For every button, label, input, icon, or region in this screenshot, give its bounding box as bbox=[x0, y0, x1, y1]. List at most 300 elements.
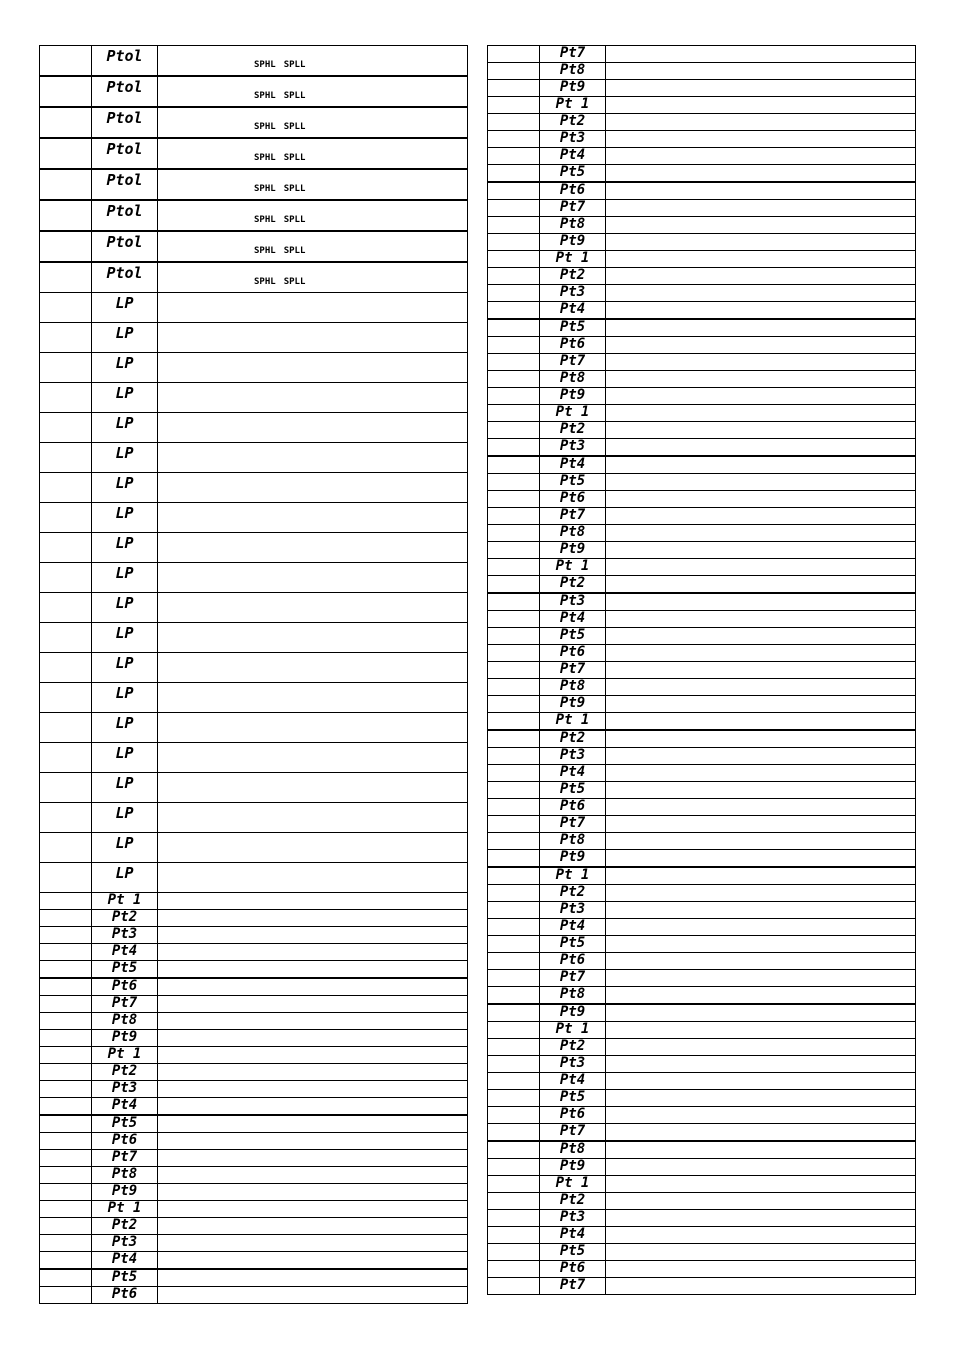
code-cell bbox=[540, 1004, 606, 1022]
description-cell bbox=[606, 816, 916, 833]
description-cell bbox=[606, 1022, 916, 1039]
pt-row bbox=[488, 371, 916, 388]
code-cell bbox=[92, 944, 158, 961]
code-cell bbox=[540, 63, 606, 80]
blank-cell bbox=[488, 131, 540, 148]
description-cell bbox=[606, 628, 916, 645]
pt-row bbox=[488, 1176, 916, 1193]
description-cell bbox=[158, 623, 468, 653]
code-label: Pt7 bbox=[559, 353, 586, 369]
code-label: Pt9 bbox=[559, 1004, 586, 1020]
code-label: LP bbox=[115, 474, 134, 492]
blank-cell bbox=[488, 285, 540, 302]
blank-cell bbox=[40, 231, 92, 262]
code-cell bbox=[540, 1073, 606, 1090]
left-parameter-table bbox=[39, 45, 468, 1304]
code-cell bbox=[540, 491, 606, 508]
code-label: Pt4 bbox=[559, 610, 586, 626]
blank-cell bbox=[40, 623, 92, 653]
code-label: Pt7 bbox=[111, 1149, 138, 1165]
description-cell bbox=[158, 1252, 468, 1270]
description-cell bbox=[158, 231, 468, 262]
blank-cell bbox=[488, 114, 540, 131]
code-label: LP bbox=[115, 654, 134, 672]
blank-cell bbox=[40, 683, 92, 713]
code-label: LP bbox=[115, 294, 134, 312]
blank-cell bbox=[488, 867, 540, 885]
description-cell bbox=[606, 765, 916, 782]
pt-row bbox=[40, 1030, 468, 1047]
range-spec bbox=[158, 263, 467, 287]
blank-cell bbox=[488, 439, 540, 457]
description-cell bbox=[158, 653, 468, 683]
blank-cell bbox=[488, 782, 540, 799]
code-label: Pt7 bbox=[559, 1123, 586, 1139]
code-label: LP bbox=[115, 354, 134, 372]
spec-high-limit: SPHL bbox=[254, 277, 276, 287]
blank-cell bbox=[40, 833, 92, 863]
description-cell bbox=[606, 80, 916, 97]
code-label: Pt3 bbox=[111, 1234, 138, 1250]
lp-row bbox=[40, 323, 468, 353]
lp-row bbox=[40, 833, 468, 863]
code-cell bbox=[540, 628, 606, 645]
blank-cell bbox=[40, 1218, 92, 1235]
blank-cell bbox=[40, 1064, 92, 1081]
description-cell bbox=[158, 1287, 468, 1304]
pt-row bbox=[40, 893, 468, 910]
blank-cell bbox=[40, 1269, 92, 1287]
pt-row bbox=[488, 46, 916, 63]
blank-cell bbox=[40, 413, 92, 443]
pt-row bbox=[488, 696, 916, 713]
pt-row bbox=[488, 1039, 916, 1056]
pt-row bbox=[488, 319, 916, 337]
code-label: Pt9 bbox=[559, 233, 586, 249]
lp-row bbox=[40, 293, 468, 323]
blank-cell bbox=[488, 1193, 540, 1210]
code-cell bbox=[92, 46, 158, 77]
blank-cell bbox=[488, 148, 540, 165]
pt-row bbox=[488, 63, 916, 80]
spec-high-limit: SPHL bbox=[254, 153, 276, 163]
code-cell bbox=[540, 46, 606, 63]
description-cell bbox=[158, 1064, 468, 1081]
spec-low-limit: SPLL bbox=[283, 246, 306, 256]
lp-row bbox=[40, 803, 468, 833]
code-label: LP bbox=[115, 834, 134, 852]
description-cell bbox=[158, 76, 468, 107]
pt-row bbox=[488, 1193, 916, 1210]
blank-cell bbox=[40, 1201, 92, 1218]
pt-row bbox=[488, 251, 916, 268]
code-label: Pt 1 bbox=[555, 250, 590, 266]
code-label: Pt3 bbox=[111, 926, 138, 942]
blank-cell bbox=[488, 97, 540, 114]
blank-cell bbox=[488, 713, 540, 731]
lp-row bbox=[40, 713, 468, 743]
code-cell bbox=[92, 1184, 158, 1201]
description-cell bbox=[606, 1090, 916, 1107]
code-cell bbox=[92, 713, 158, 743]
code-label: Pt8 bbox=[559, 986, 586, 1002]
code-label: LP bbox=[115, 444, 134, 462]
description-cell bbox=[158, 1115, 468, 1133]
code-cell bbox=[540, 748, 606, 765]
pt-row bbox=[488, 885, 916, 902]
code-label: Pt4 bbox=[559, 456, 586, 472]
description-cell bbox=[606, 302, 916, 320]
code-cell bbox=[540, 902, 606, 919]
code-cell bbox=[540, 439, 606, 457]
code-label: Pt6 bbox=[111, 1286, 138, 1302]
pt-row bbox=[488, 576, 916, 594]
pt-row bbox=[488, 405, 916, 422]
pt-row bbox=[40, 1047, 468, 1064]
code-label: Pt8 bbox=[559, 832, 586, 848]
pt-row bbox=[488, 1227, 916, 1244]
pt-row bbox=[488, 1022, 916, 1039]
code-label: Pt4 bbox=[559, 918, 586, 934]
description-cell bbox=[158, 683, 468, 713]
code-cell bbox=[92, 863, 158, 893]
lp-row bbox=[40, 743, 468, 773]
code-cell bbox=[92, 443, 158, 473]
description-cell bbox=[606, 885, 916, 902]
code-cell bbox=[92, 1252, 158, 1270]
code-cell bbox=[540, 833, 606, 850]
pt-row bbox=[488, 97, 916, 114]
spec-high-limit: SPHL bbox=[254, 122, 276, 132]
blank-cell bbox=[488, 491, 540, 508]
code-label: Pt5 bbox=[111, 1115, 138, 1131]
description-cell bbox=[158, 961, 468, 979]
code-cell bbox=[92, 743, 158, 773]
code-label: Ptol bbox=[106, 109, 143, 127]
code-cell bbox=[540, 799, 606, 816]
description-cell bbox=[606, 936, 916, 953]
blank-cell bbox=[488, 1261, 540, 1278]
description-cell bbox=[158, 262, 468, 293]
blank-cell bbox=[40, 1098, 92, 1116]
pt-row bbox=[40, 1167, 468, 1184]
code-cell bbox=[540, 1039, 606, 1056]
code-label: Pt2 bbox=[559, 575, 586, 591]
range-spec bbox=[158, 108, 467, 132]
description-cell bbox=[606, 782, 916, 799]
code-label: Pt4 bbox=[559, 1072, 586, 1088]
code-label: Pt2 bbox=[559, 1192, 586, 1208]
code-label: Pt5 bbox=[559, 1089, 586, 1105]
code-label: Pt7 bbox=[559, 969, 586, 985]
description-cell bbox=[158, 803, 468, 833]
code-label: Ptol bbox=[106, 78, 143, 96]
code-cell bbox=[92, 1150, 158, 1167]
description-cell bbox=[606, 1159, 916, 1176]
code-cell bbox=[540, 302, 606, 320]
code-cell bbox=[540, 1193, 606, 1210]
code-label: LP bbox=[115, 864, 134, 882]
code-label: Pt3 bbox=[559, 284, 586, 300]
code-cell bbox=[92, 961, 158, 979]
code-label: Ptol bbox=[106, 140, 143, 158]
blank-cell bbox=[488, 748, 540, 765]
code-cell bbox=[540, 765, 606, 782]
lp-row bbox=[40, 383, 468, 413]
description-cell bbox=[158, 1098, 468, 1116]
code-cell bbox=[92, 1167, 158, 1184]
code-label: Pt2 bbox=[111, 1217, 138, 1233]
description-cell bbox=[606, 439, 916, 457]
code-label: LP bbox=[115, 714, 134, 732]
description-cell bbox=[158, 533, 468, 563]
blank-cell bbox=[40, 944, 92, 961]
pt-row bbox=[40, 1218, 468, 1235]
code-label: Pt3 bbox=[559, 747, 586, 763]
code-label: Pt6 bbox=[559, 490, 586, 506]
code-cell bbox=[540, 97, 606, 114]
pt-row bbox=[488, 1073, 916, 1090]
description-cell bbox=[606, 850, 916, 868]
pt-row bbox=[488, 1056, 916, 1073]
lp-row bbox=[40, 353, 468, 383]
blank-cell bbox=[40, 1133, 92, 1150]
code-label: Pt8 bbox=[559, 62, 586, 78]
code-cell bbox=[92, 563, 158, 593]
description-cell bbox=[158, 1150, 468, 1167]
code-label: LP bbox=[115, 624, 134, 642]
code-cell bbox=[92, 978, 158, 996]
blank-cell bbox=[488, 1022, 540, 1039]
lp-row bbox=[40, 593, 468, 623]
code-cell bbox=[92, 1047, 158, 1064]
code-cell bbox=[92, 1235, 158, 1252]
blank-cell bbox=[488, 1056, 540, 1073]
description-cell bbox=[606, 919, 916, 936]
code-cell bbox=[540, 885, 606, 902]
description-cell bbox=[606, 970, 916, 987]
pt-row bbox=[488, 114, 916, 131]
description-cell bbox=[158, 910, 468, 927]
description-cell bbox=[606, 1261, 916, 1278]
code-cell bbox=[540, 217, 606, 234]
pt-row bbox=[488, 1244, 916, 1261]
blank-cell bbox=[488, 371, 540, 388]
pt-row bbox=[488, 1261, 916, 1278]
code-label: Pt5 bbox=[559, 164, 586, 180]
pt-row bbox=[488, 508, 916, 525]
code-cell bbox=[540, 114, 606, 131]
description-cell bbox=[606, 148, 916, 165]
spec-low-limit: SPLL bbox=[283, 153, 306, 163]
description-cell bbox=[606, 97, 916, 114]
code-label: Pt9 bbox=[559, 387, 586, 403]
code-cell bbox=[92, 773, 158, 803]
code-cell bbox=[540, 611, 606, 628]
blank-cell bbox=[40, 1184, 92, 1201]
description-cell bbox=[158, 593, 468, 623]
code-cell bbox=[540, 1124, 606, 1142]
blank-cell bbox=[40, 961, 92, 979]
description-cell bbox=[606, 131, 916, 148]
pt-row bbox=[488, 730, 916, 748]
code-label: Pt 1 bbox=[555, 867, 590, 883]
code-cell bbox=[92, 1115, 158, 1133]
code-cell bbox=[540, 1244, 606, 1261]
blank-cell bbox=[488, 1039, 540, 1056]
description-cell bbox=[606, 422, 916, 439]
blank-cell bbox=[488, 1176, 540, 1193]
blank-cell bbox=[488, 1278, 540, 1295]
pt-row bbox=[488, 131, 916, 148]
code-cell bbox=[92, 293, 158, 323]
blank-cell bbox=[488, 251, 540, 268]
pt-row bbox=[488, 302, 916, 320]
code-cell bbox=[540, 1141, 606, 1159]
ptol-row bbox=[40, 46, 468, 77]
code-cell bbox=[540, 131, 606, 148]
description-cell bbox=[606, 730, 916, 748]
code-cell bbox=[92, 1269, 158, 1287]
code-label: Pt 1 bbox=[555, 558, 590, 574]
blank-cell bbox=[488, 885, 540, 902]
pt-row bbox=[40, 1287, 468, 1304]
blank-cell bbox=[488, 1004, 540, 1022]
pt-row bbox=[40, 1235, 468, 1252]
code-cell bbox=[540, 1090, 606, 1107]
code-cell bbox=[540, 285, 606, 302]
pt-row bbox=[488, 867, 916, 885]
blank-cell bbox=[40, 107, 92, 138]
description-cell bbox=[606, 902, 916, 919]
blank-cell bbox=[488, 1107, 540, 1124]
pt-row bbox=[40, 910, 468, 927]
range-spec bbox=[158, 170, 467, 194]
blank-cell bbox=[40, 169, 92, 200]
ptol-row bbox=[40, 138, 468, 169]
pt-row bbox=[488, 217, 916, 234]
code-label: Pt3 bbox=[111, 1080, 138, 1096]
pt-row bbox=[40, 1115, 468, 1133]
blank-cell bbox=[488, 302, 540, 320]
description-cell bbox=[158, 978, 468, 996]
code-cell bbox=[92, 893, 158, 910]
description-cell bbox=[606, 182, 916, 200]
description-cell bbox=[606, 1107, 916, 1124]
blank-cell bbox=[488, 987, 540, 1005]
description-cell bbox=[606, 217, 916, 234]
description-cell bbox=[606, 679, 916, 696]
pt-row bbox=[488, 713, 916, 731]
description-cell bbox=[606, 1244, 916, 1261]
blank-cell bbox=[488, 80, 540, 97]
blank-cell bbox=[40, 1047, 92, 1064]
blank-cell bbox=[488, 611, 540, 628]
code-cell bbox=[92, 623, 158, 653]
code-cell bbox=[540, 525, 606, 542]
pt-row bbox=[40, 1081, 468, 1098]
description-cell bbox=[158, 1133, 468, 1150]
code-label: Pt6 bbox=[559, 336, 586, 352]
blank-cell bbox=[40, 1013, 92, 1030]
code-cell bbox=[540, 816, 606, 833]
code-cell bbox=[92, 1287, 158, 1304]
spec-low-limit: SPLL bbox=[283, 184, 306, 194]
blank-cell bbox=[40, 713, 92, 743]
description-cell bbox=[158, 996, 468, 1013]
blank-cell bbox=[40, 653, 92, 683]
pt-row bbox=[488, 456, 916, 474]
pt-row bbox=[488, 782, 916, 799]
pt-row bbox=[488, 200, 916, 217]
code-cell bbox=[92, 76, 158, 107]
code-label: Pt2 bbox=[111, 1063, 138, 1079]
code-label: Ptol bbox=[106, 202, 143, 220]
description-cell bbox=[606, 559, 916, 576]
code-cell bbox=[92, 1081, 158, 1098]
blank-cell bbox=[488, 1210, 540, 1227]
code-label: Pt4 bbox=[559, 147, 586, 163]
blank-cell bbox=[40, 1030, 92, 1047]
code-label: Ptol bbox=[106, 264, 143, 282]
blank-cell bbox=[488, 850, 540, 868]
blank-cell bbox=[488, 268, 540, 285]
blank-cell bbox=[40, 593, 92, 623]
code-label: LP bbox=[115, 564, 134, 582]
code-cell bbox=[540, 559, 606, 576]
pt-row bbox=[40, 1013, 468, 1030]
code-cell bbox=[540, 576, 606, 594]
blank-cell bbox=[488, 1124, 540, 1142]
code-label: Pt2 bbox=[111, 909, 138, 925]
blank-cell bbox=[488, 799, 540, 816]
description-cell bbox=[606, 234, 916, 251]
code-label: Pt9 bbox=[559, 849, 586, 865]
description-cell bbox=[158, 138, 468, 169]
blank-cell bbox=[488, 337, 540, 354]
description-cell bbox=[158, 863, 468, 893]
description-cell bbox=[158, 927, 468, 944]
pt-row bbox=[488, 1210, 916, 1227]
code-cell bbox=[92, 1098, 158, 1116]
spec-low-limit: SPLL bbox=[283, 122, 306, 132]
description-cell bbox=[158, 1201, 468, 1218]
description-cell bbox=[158, 353, 468, 383]
pt-row bbox=[40, 1269, 468, 1287]
ptol-row bbox=[40, 200, 468, 231]
blank-cell bbox=[40, 443, 92, 473]
code-label: Ptol bbox=[106, 47, 143, 65]
description-cell bbox=[606, 319, 916, 337]
pt-row bbox=[488, 337, 916, 354]
blank-cell bbox=[40, 503, 92, 533]
lp-row bbox=[40, 773, 468, 803]
code-cell bbox=[92, 262, 158, 293]
code-label: Pt8 bbox=[111, 1012, 138, 1028]
pt-row bbox=[488, 1090, 916, 1107]
code-cell bbox=[540, 182, 606, 200]
code-label: Pt3 bbox=[559, 438, 586, 454]
description-cell bbox=[158, 1081, 468, 1098]
blank-cell bbox=[40, 743, 92, 773]
code-label: Pt6 bbox=[111, 1132, 138, 1148]
lp-row bbox=[40, 443, 468, 473]
lp-row bbox=[40, 563, 468, 593]
code-cell bbox=[540, 405, 606, 422]
pt-row bbox=[488, 816, 916, 833]
code-cell bbox=[540, 867, 606, 885]
code-cell bbox=[540, 1261, 606, 1278]
